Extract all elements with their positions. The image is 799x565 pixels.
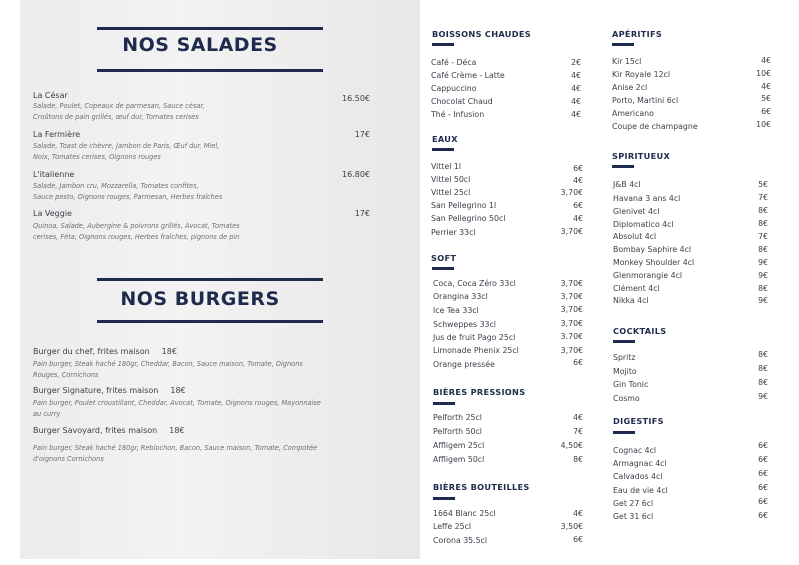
drink-name: Thé - Infusion — [431, 110, 485, 119]
drink-name: Schweppes 33cl — [433, 320, 496, 329]
drink-price: 8€ — [758, 350, 768, 359]
drink-name: Anise 2cl — [612, 83, 648, 92]
drink-price: 7€ — [758, 193, 768, 202]
drink-price: 4€ — [571, 110, 581, 119]
drink-price: 4€ — [571, 71, 581, 80]
drink-price: 8€ — [758, 206, 768, 215]
section-rule — [612, 165, 634, 168]
salade-price: 16.50€ — [342, 94, 370, 103]
drink-price: 6€ — [758, 497, 768, 506]
drink-name: Affligem 25cl — [433, 441, 485, 450]
drink-price: 3,70€ — [560, 305, 583, 314]
burger-desc: Pain burger, Steak haché 180gr, Cheddar, Bacon, Sauce maison, Tomate, Oignons — [33, 360, 303, 368]
burger-price: 18€ — [169, 426, 185, 435]
drink-name: 1664 Blanc 25cl — [433, 509, 496, 518]
drink-price: 6€ — [573, 535, 583, 544]
burger-label: Burger Savoyard, frites maison — [33, 426, 158, 435]
drink-price: 3,70€ — [560, 279, 583, 288]
drink-name: Nikka 4cl — [613, 296, 649, 305]
drink-price: 9€ — [758, 258, 768, 267]
drink-price: 3,70€ — [560, 227, 583, 236]
salade-price: 17€ — [354, 130, 370, 139]
salade-desc: Salade, Toast de chèvre, Jambon de Paris, Œuf dur, Miel, — [33, 142, 220, 150]
drink-name: Bombay Saphire 4cl — [613, 245, 692, 254]
drink-price: 7€ — [573, 427, 583, 436]
drink-name: Havana 3 ans 4cl — [613, 194, 681, 203]
salade-price: 17€ — [354, 209, 370, 218]
drink-name: Kir Royale 12cl — [612, 70, 671, 79]
drink-name: Cosmo — [613, 394, 640, 403]
drink-price: 6€ — [758, 455, 768, 464]
section-rule — [433, 402, 455, 405]
drink-name: Cognac 4cl — [613, 446, 657, 455]
drink-name: Clément 4cl — [613, 284, 660, 293]
drink-price: 3.70€ — [560, 332, 583, 341]
soft-title: SOFT — [431, 253, 457, 263]
drink-name: Pelforth 25cl — [433, 413, 482, 422]
burger-name — [33, 386, 186, 395]
drink-name: Get 27 6cl — [613, 499, 654, 508]
drink-price: 5€ — [761, 94, 771, 103]
burger-desc: d'oignons Cornichons — [33, 455, 104, 463]
salades-bottom-rule — [97, 69, 323, 72]
eaux-title: EAUX — [432, 134, 458, 144]
drink-price: 4€ — [571, 84, 581, 93]
drink-price: 10€ — [756, 69, 771, 78]
drink-name: Pelforth 50cl — [433, 427, 482, 436]
drink-name: Glenmorangie 4cl — [613, 271, 683, 280]
drink-price: 3,70€ — [560, 346, 583, 355]
drink-name: Porto, Martini 6cl — [612, 96, 679, 105]
drink-price: 3,70€ — [560, 188, 583, 197]
section-rule — [613, 340, 635, 343]
food-panel — [20, 0, 420, 559]
drink-name: Vittel 50cl — [431, 175, 471, 184]
burgers-top-rule — [97, 278, 323, 281]
drink-name: Gin Tonic — [613, 380, 649, 389]
drink-price: 9€ — [758, 392, 768, 401]
burger-label: Burger du chef, frites maison — [33, 347, 150, 356]
drink-name: San Pellegrino 1l — [431, 201, 497, 210]
burger-name — [33, 347, 177, 356]
drink-name: Limonade Phenix 25cl — [433, 346, 519, 355]
bieres-pressions-title: BIÈRES PRESSIONS — [433, 387, 526, 397]
drink-price: 6€ — [573, 358, 583, 367]
spiritueux-title: SPIRITUEUX — [612, 151, 671, 161]
drink-name: Get 31 6cl — [613, 512, 654, 521]
drink-price: 4€ — [761, 56, 771, 65]
drink-price: 10€ — [756, 120, 771, 129]
drink-name: Perrier 33cl — [431, 228, 476, 237]
salade-desc: Croûtons de pain grillés, œuf dur, Tomates cerises — [33, 113, 199, 121]
drink-price: 4€ — [761, 82, 771, 91]
burger-price: 18€ — [170, 386, 186, 395]
burger-label: Burger Signature, frites maison — [33, 386, 159, 395]
drink-name: Calvados 4cl — [613, 472, 663, 481]
drink-name: Diplomatico 4cl — [613, 220, 674, 229]
drink-price: 4€ — [573, 413, 583, 422]
salade-price: 16.80€ — [342, 170, 370, 179]
drink-name: Café - Déca — [431, 58, 477, 67]
burgers-bottom-rule — [97, 320, 323, 323]
drink-name: Vittel 25cl — [431, 188, 471, 197]
drink-name: Monkey Shoulder 4cl — [613, 258, 695, 267]
drink-price: 6€ — [573, 201, 583, 210]
salade-name: La Veggie — [33, 209, 72, 218]
drink-name: Coca, Coca Zéro 33cl — [433, 279, 516, 288]
section-rule — [432, 43, 454, 46]
drink-price: 9€ — [758, 296, 768, 305]
salade-desc: Sauce pesto, Oignons rouges, Parmesan, Herbes fraîches — [33, 193, 223, 201]
drink-name: Cappuccino — [431, 84, 477, 93]
section-rule — [432, 267, 454, 270]
drink-price: 8€ — [758, 364, 768, 373]
burger-name — [33, 426, 185, 435]
burgers-title: NOS BURGERS — [120, 288, 280, 310]
drink-name: Affligem 50cl — [433, 455, 485, 464]
salades-top-rule — [97, 27, 323, 30]
section-rule — [613, 431, 635, 434]
drink-price: 8€ — [758, 245, 768, 254]
drink-price: 8€ — [758, 219, 768, 228]
drink-name: Mojito — [613, 367, 637, 376]
digestifs-title: DIGESTIFS — [613, 416, 664, 426]
drink-price: 6€ — [573, 164, 583, 173]
section-rule — [612, 43, 634, 46]
salade-desc: Quinoa, Salade, Aubergine & poivrons grillés, Avocat, Tomates — [33, 222, 240, 230]
drink-price: 4,50€ — [560, 441, 583, 450]
drink-price: 8€ — [758, 284, 768, 293]
drink-price: 5€ — [758, 180, 768, 189]
salade-name: La Fermière — [33, 130, 81, 139]
drink-name: Corona 35.5cl — [433, 536, 488, 545]
drink-name: Glenivet 4cl — [613, 207, 660, 216]
cocktails-title: COCKTAILS — [613, 326, 667, 336]
drink-price: 4€ — [573, 214, 583, 223]
drink-name: Americano — [612, 109, 654, 118]
drink-name: Armagnac 4cl — [613, 459, 667, 468]
burger-desc: Pain burger, Steak haché 180gr, Reblochon, Bacon, Sauce maison, Tomate, Compotée — [33, 444, 318, 452]
drink-price: 6€ — [758, 441, 768, 450]
aperitifs-title: APÉRITIFS — [612, 29, 663, 39]
salade-desc: Salade, Jambon cru, Mozzarella, Tomates confites, — [33, 182, 199, 190]
drink-price: 8€ — [758, 378, 768, 387]
drink-price: 4€ — [573, 176, 583, 185]
drink-name: Orangina 33cl — [433, 292, 488, 301]
drink-price: 8€ — [573, 455, 583, 464]
salade-name: La César — [33, 91, 68, 100]
drink-name: Café Crème - Latte — [431, 71, 505, 80]
drink-price: 6€ — [758, 511, 768, 520]
drink-name: Ice Tea 33cl — [433, 306, 479, 315]
drink-price: 9€ — [758, 271, 768, 280]
boissons-chaudes-title: BOISSONS CHAUDES — [432, 29, 531, 39]
drink-name: Spritz — [613, 353, 636, 362]
drink-price: 7€ — [758, 232, 768, 241]
drink-price: 6€ — [758, 469, 768, 478]
drink-price: 3,50€ — [560, 522, 583, 531]
drink-price: 6€ — [758, 483, 768, 492]
drink-price: 4€ — [571, 97, 581, 106]
drink-name: Eau de vie 4cl — [613, 486, 668, 495]
drink-name: Kir 15cl — [612, 57, 642, 66]
burger-desc: au curry — [33, 410, 61, 418]
drink-name: San Pellegrino 50cl — [431, 214, 506, 223]
bieres-bouteilles-title: BIÈRES BOUTEILLES — [433, 482, 530, 492]
drink-price: 2€ — [571, 58, 581, 67]
section-rule — [433, 497, 455, 500]
drink-name: Jus de fruit Pago 25cl — [433, 333, 516, 342]
drink-name: Orange pressée — [433, 360, 495, 369]
drink-price: 4€ — [573, 509, 583, 518]
salade-desc: cerises, Féta, Oignons rouges, Herbes fraîches, pignons de pin — [33, 233, 240, 241]
drink-name: J&B 4cl — [613, 180, 641, 189]
drink-name: Leffe 25cl — [433, 522, 472, 531]
drink-price: 3,70€ — [560, 292, 583, 301]
drink-price: 6€ — [761, 107, 771, 116]
salade-desc: Salade, Poulet, Copeaux de parmesan, Sauce césar, — [33, 102, 205, 110]
burger-desc: Pain burger, Poulet croustillant, Cheddar, Avocat, Tomate, Oignons rouges, Mayonnaise — [33, 399, 321, 407]
drink-name: Chocolat Chaud — [431, 97, 493, 106]
drink-name: Absolut 4cl — [613, 232, 657, 241]
drink-name: Vittel 1l — [431, 162, 462, 171]
section-rule — [432, 148, 454, 151]
drink-price: 3,70€ — [560, 319, 583, 328]
burger-price: 18€ — [161, 347, 177, 356]
drink-name: Coupe de champagne — [612, 122, 698, 131]
burger-desc: Rouges, Cornichons — [33, 371, 99, 379]
salade-desc: Noix, Tomates cerises, Oignons rouges — [33, 153, 161, 161]
salade-name: L'italienne — [33, 170, 75, 179]
salades-title: NOS SALADES — [122, 34, 278, 56]
